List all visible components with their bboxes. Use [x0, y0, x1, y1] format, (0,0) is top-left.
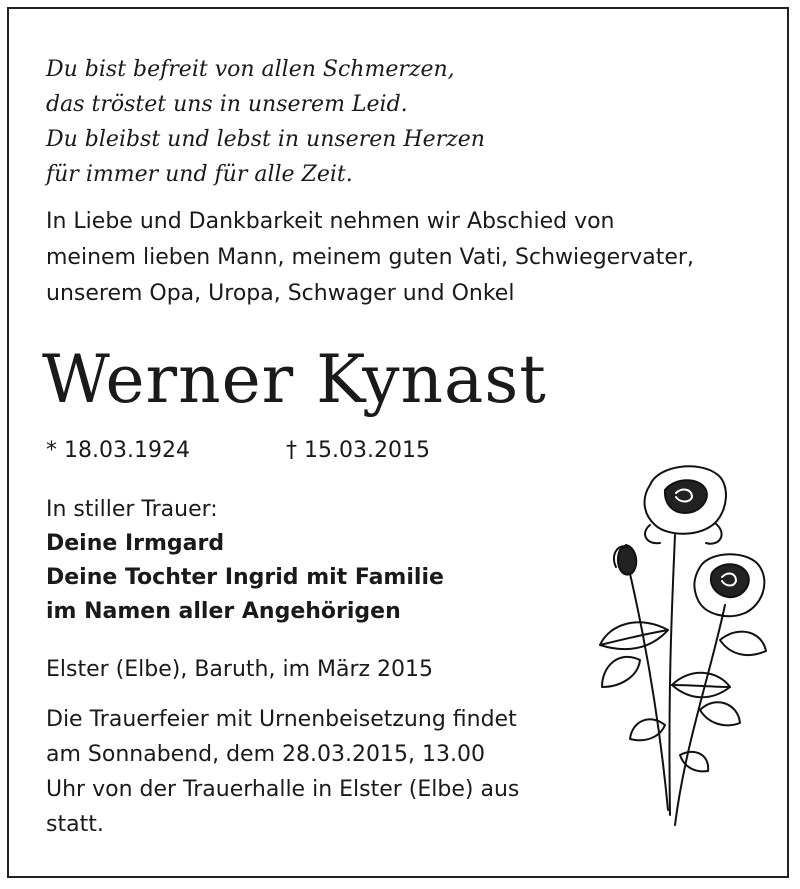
funeral-line: Die Trauerfeier mit Urnenbeisetzung findet: [46, 707, 517, 732]
mourners-heading: In stiller Trauer:: [46, 497, 218, 522]
rose-stem-icon: [669, 535, 675, 815]
intro-text: [46, 204, 694, 312]
mourners-block: [46, 493, 444, 629]
intro-line: meinem lieben Mann, meinem guten Vati, Schwiegervater,: [46, 245, 694, 270]
poem-line: für immer und für alle Zeit.: [46, 162, 353, 187]
funeral-line: statt.: [46, 812, 104, 837]
leaf-icon: [600, 622, 766, 771]
birth-date: * 18.03.1924: [46, 438, 190, 463]
life-dates: [46, 436, 430, 466]
place-date: Elster (Elbe), Baruth, im März 2015: [46, 657, 434, 682]
rose-bud-icon: [614, 545, 636, 575]
intro-line: In Liebe und Dankbarkeit nehmen wir Abschied von: [46, 209, 615, 234]
roses-illustration: [580, 455, 780, 835]
poem: [46, 52, 485, 192]
rose-icon: [694, 554, 764, 616]
poem-line: Du bleibst und lebst in unseren Herzen: [46, 127, 485, 152]
mourner-name: im Namen aller Angehörigen: [46, 599, 401, 624]
deceased-name: Werner Kynast: [42, 341, 547, 418]
intro-line: unserem Opa, Uropa, Schwager und Onkel: [46, 281, 515, 306]
rose-stem-icon: [675, 605, 725, 825]
funeral-line: am Sonnabend, dem 28.03.2015, 13.00: [46, 742, 485, 767]
mourner-name: Deine Irmgard: [46, 531, 225, 556]
death-date: † 15.03.2015: [286, 438, 430, 463]
rose-icon: [645, 466, 726, 543]
poem-line: Du bist befreit von allen Schmerzen,: [46, 57, 455, 82]
funeral-line: Uhr von der Trauerhalle in Elster (Elbe) aus: [46, 777, 520, 802]
funeral-info: [46, 702, 519, 842]
poem-line: das tröstet uns in unserem Leid.: [46, 92, 408, 117]
mourner-name: Deine Tochter Ingrid mit Familie: [46, 565, 444, 590]
